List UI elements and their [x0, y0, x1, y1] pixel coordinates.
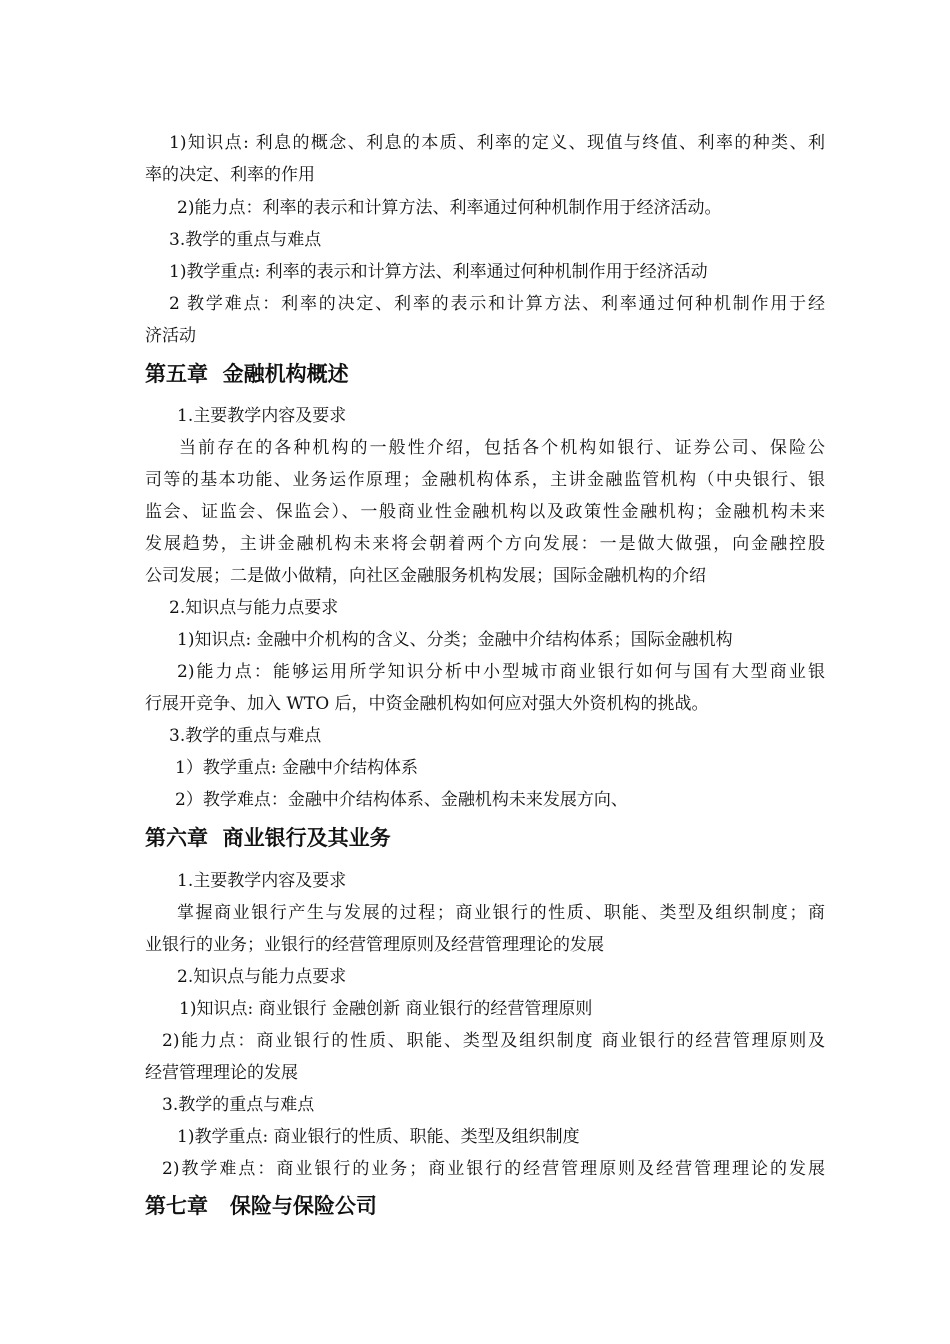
chapter-heading: 第六章 商业银行及其业务 — [145, 826, 391, 850]
text-line: 2)教学难点：商业银行的业务；商业银行的经营管理原则及经营管理理论的发展 — [162, 1159, 825, 1179]
text-line: 1.主要教学内容及要求 — [177, 871, 347, 891]
text-line: 1)教学重点: 商业银行的性质、职能、类型及组织制度 — [177, 1127, 580, 1147]
text-line: 经营管理理论的发展 — [145, 1063, 298, 1083]
text-line: 2)能力点：利率的表示和计算方法、利率通过何种机制作用于经济活动。 — [177, 198, 722, 218]
text-line: 1)知识点: 利息的概念、利息的本质、利率的定义、现值与终值、利率的种类、利 — [169, 133, 825, 153]
text-line: 发展趋势，主讲金融机构未来将会朝着两个方向发展：一是做大做强，向金融控股 — [145, 534, 825, 554]
text-line: 业银行的业务；业银行的经营管理原则及经营管理理论的发展 — [145, 935, 604, 955]
text-line: 1)知识点: 金融中介机构的含义、分类；金融中介结构体系；国际金融机构 — [177, 630, 733, 650]
text-line: 3.教学的重点与难点 — [162, 1095, 315, 1115]
text-line: 3.教学的重点与难点 — [169, 230, 322, 250]
text-line: 公司发展；二是做小做精，向社区金融服务机构发展；国际金融机构的介绍 — [145, 566, 706, 586]
text-line: 2)能力点：能够运用所学知识分析中小型城市商业银行如何与国有大型商业银 — [177, 662, 825, 682]
text-line: 1.主要教学内容及要求 — [177, 406, 347, 426]
text-line: 司等的基本功能、业务运作原理；金融机构体系，主讲金融监管机构（中央银行、银 — [145, 470, 825, 490]
text-line: 1）教学重点: 金融中介结构体系 — [175, 758, 418, 778]
text-line: 3.教学的重点与难点 — [169, 726, 322, 746]
text-line: 当前存在的各种机构的一般性介绍，包括各个机构如银行、证券公司、保险公 — [179, 438, 825, 458]
text-line: 2）教学难点：金融中介结构体系、金融机构未来发展方向、 — [175, 790, 628, 810]
chapter-heading: 第五章 金融机构概述 — [145, 362, 349, 386]
text-line: 2.知识点与能力点要求 — [177, 967, 347, 987]
text-line: 行展开竞争、加入 WTO 后，中资金融机构如何应对强大外资机构的挑战。 — [145, 694, 709, 714]
text-line: 2)能力点：商业银行的性质、职能、类型及组织制度 商业银行的经营管理原则及 — [162, 1031, 825, 1051]
text-line: 掌握商业银行产生与发展的过程；商业银行的性质、职能、类型及组织制度；商 — [177, 903, 825, 923]
text-line: 监会、证监会、保监会）、一般商业性金融机构以及政策性金融机构；金融机构未来 — [145, 502, 825, 522]
text-line: 1)知识点: 商业银行 金融创新 商业银行的经营管理原则 — [179, 999, 593, 1019]
text-line: 2.知识点与能力点要求 — [169, 598, 339, 618]
text-line: 2 教学难点：利率的决定、利率的表示和计算方法、利率通过何种机制作用于经 — [169, 294, 825, 314]
text-line: 济活动 — [145, 326, 196, 346]
text-line: 率的决定、利率的作用 — [145, 165, 315, 185]
text-line: 1)教学重点: 利率的表示和计算方法、利率通过何种机制作用于经济活动 — [169, 262, 708, 282]
chapter-heading: 第七章 保险与保险公司 — [145, 1194, 377, 1218]
